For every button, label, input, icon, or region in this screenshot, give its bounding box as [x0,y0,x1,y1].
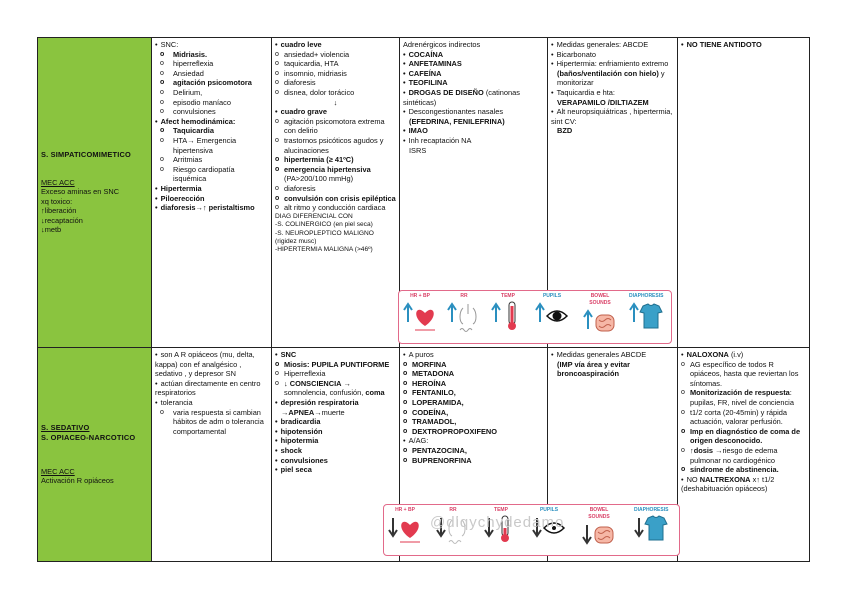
decong-bold: (EFEDRINA, FENILEFRINA) [409,116,505,126]
severity-item: o trastornos psicóticos agudos y alucinaciones [275,136,396,155]
taqui: • Taquicardia e hta: [551,88,674,98]
sign-label: DIAPHORESIS [634,507,669,513]
agents-header: • A puros [403,350,544,360]
agent-item: • CAFEÍNA [403,69,544,79]
monit: Monitorización de respuesta [690,388,790,398]
agent-item: • COCAÍNA [403,50,544,60]
agent-item: o BUPRENORFINA [403,456,544,466]
severity-item: o taquicardia, HTA [275,59,396,69]
diag-line: -S. COLINERGICO (en piel seca) [275,221,373,229]
nalt-tail: x↑ t1/2 (deshabituación opiáceos) [681,474,775,494]
miosis: o Miosis: PUPILA PUNTIFORME [275,360,396,370]
row2-clinic-cell: • SNC o Miosis: PUPILA PUNTIFORME o Hiperreflexia o ↓ CONSCIENCIA → somnolencia, confusión, coma • depresión respiratoria →APNEA→muerte • bradicardia • hipotensión • hipotermia • shock • convulsiones • piel seca [272,348,400,562]
bowel-up-icon [583,307,619,341]
clinic-item: o Arritmias [155,155,268,165]
severity-item: o hipertermia (≥ 41ºC) [275,155,396,165]
clinic-item: o episodio maníaco [155,98,268,108]
row1-title: S. SIMPATICOMIMETICO [41,149,131,159]
row1-title-cell [38,38,152,348]
row1-mec-line: ↑liberación [41,206,77,216]
isrs: ISRS [409,145,427,155]
row2-title-cell [38,348,152,562]
row1-mec-line: ↓recaptación [41,215,83,225]
snc-label: • SNC [275,350,396,360]
taqui-drugs: VERAPAMILO /DILTIAZEM [557,97,649,107]
sign-label: RR [460,293,468,299]
sign-label: HR + BP [410,293,430,299]
severity-item: o ansiedad+ violencia [275,50,396,60]
heart-up-icon [403,300,439,334]
general-item: o varia respuesta si cambian hábitos de adm o tolerancia comportamental [155,408,268,437]
row2-antidote-cell [678,348,810,562]
clinic-item: • shock [275,446,396,456]
monit-text: : pupilas, FR, nivel de conciencia [690,388,794,407]
agent-item: o FENTANILO, [403,388,544,398]
diag-line: DIAG DIFERENCIAL CON [275,212,353,220]
diag-line: -HIPERTERMIA MALIGNA (>46º) [275,246,373,254]
agent-item: o CODEÍNA, [403,408,544,418]
sign-label: BOWEL SOUNDS [589,293,611,306]
grave-label: • cuadro grave [275,107,396,117]
treatment-item: • Medidas generales: ABCDE [551,40,674,50]
drogas-extra: (catinonas sintéticas) [403,87,520,107]
treatment-item: • Medidas generales ABCDE [551,350,674,360]
severity-item: o disnea, dolor torácico [275,88,396,98]
row2-title1: S. SEDATIVO [41,423,90,433]
naltrexona: NALTREXONA [699,474,751,484]
severity-item: o insomnio, midriasis [275,69,396,79]
clinic-item: o hiperreflexia [155,59,268,69]
ventil-tail: y monitorizar [557,68,665,88]
naloxona-route: (i.v) [730,350,744,359]
clinic-item: • convulsiones [275,456,396,466]
agent-item: o MORFINA [403,360,544,370]
bowel-down-icon [582,521,618,553]
clinic-item: • diaforesis→↑ peristaltismo [155,203,268,213]
antidote-item: o Imp en diagnóstico de coma de origen desconocido. [681,427,806,446]
clinic-item: o Ansiedad [155,69,268,79]
apnea: →APNEA [281,407,315,417]
heart-down-icon [388,514,424,546]
clinic-item: o Midriasis. [155,50,268,60]
sign-label: BOWEL SOUNDS [588,507,610,520]
leve-label: • cuadro leve [275,40,396,50]
severity-item: o diaforesis [275,78,396,88]
severity-item: o agitación psicomotora extrema con delirio [275,117,396,136]
row2-general-cell [152,348,272,562]
clinic-item: o agitación psicomotora [155,78,268,88]
nalt-pre: NO [686,474,698,484]
dosis-text: →riesgo de edema pulmonar no cardiogénico [690,445,778,465]
hiper: o Hiperreflexia [275,369,396,379]
clinic-item: • Hipertermia [155,184,268,194]
severity-item: (PA>200/100 mmHg) [284,174,354,184]
clinic-item: • bradicardia [275,417,396,427]
thermometer-up-icon [491,300,527,334]
agent-item: o DEXTROPROPOXIFENO [403,427,544,437]
treatment-item: • Bicarbonato [551,50,674,60]
sign-label: PUPILS [542,293,562,299]
clinic-item: o HTA→ Emergencia hipertensiva [155,136,268,155]
ag-label: • A/AG: [403,436,544,446]
row1-mec-line: Exceso aminas en SNC [41,187,120,197]
inh: • Inh recaptación NA [403,136,544,146]
consc-text: somnolencia, confusión, [284,388,364,398]
shirt-up-icon [629,300,665,334]
general-item: • tolerancia [155,398,268,408]
clinic-item: o Taquicardia [155,126,268,136]
resp: • depresión respiratoria [275,398,396,408]
down-arrow: ↓ [333,97,338,107]
treatment-item: • Hipertermia: enfriamiento extremo [551,59,674,69]
agent-item: • TEOFILINA [403,78,544,88]
sign-label: PUPILS [539,507,559,513]
neuro: • Alt neuropsiquiátricas , hipertermia, sint CV: [551,107,674,126]
severity-item: o alt ritmo y conducción cardiaca [275,203,396,213]
snc-label: • SNC: [155,40,268,50]
eye-up-icon [535,300,571,334]
clinic-item: • Piloerección [155,194,268,204]
general-item: • son A R opiáceos (mu, delta, kappa) con ef analgésico , sedativo , y depresor SN [155,350,268,379]
clinic-item: • piel seca [275,465,396,475]
shirt-down-icon [634,514,670,546]
sign-label: RR [449,507,457,513]
row2-title2: S. OPIACEO-NARCOTICO [41,432,136,442]
clinic-item: • hipotensión [275,427,396,437]
lungs-up-icon [447,300,483,334]
decong: • Descongestionantes nasales [403,107,544,117]
row1-mec-line: ↓metb [41,225,62,235]
agent-item: o TRAMADOL, [403,417,544,427]
sign-label: TEMP [494,507,508,513]
agent-item: o HEROÍNA [403,379,544,389]
row1-mec-line: xq toxico: [41,196,73,206]
clinic-item: o Riesgo cardiopatía isquémica [155,165,268,184]
clinic-item: o Delirium, [155,88,268,98]
muerte: →muerte [314,407,345,417]
sign-label: TEMP [501,293,515,299]
general-item: • actúan directamente en centro respiratorios [155,379,268,398]
coma: coma [365,388,385,398]
diag-line: -S. NEUROPLEPTICO MALIGNO (rigidez musc) [275,229,374,245]
treatment-imp: (IMP vía área y evitar broncoaspiración [557,359,630,379]
row1-severity-cell [272,38,400,348]
drogas-label: DROGAS DE DISEÑO [408,87,484,97]
ventil: (baños/ventilación con hielo) [557,68,659,78]
naloxona: NALOXONA [686,350,729,359]
row1-clinic-cell [152,38,272,348]
severity-item: o diaforesis [275,184,396,194]
row2-mec-text: Activación R opiáceos [41,476,114,486]
dosis: ↑dosis [690,445,713,455]
antidote-item: o AG específico de todos R opiáceos, hasta que reviertan los síntomas. [681,360,806,389]
clinic-item: • hipotermia [275,436,396,446]
hemo-label: • Afect hemodinámica: [155,117,268,127]
antidote-item: o síndrome de abstinencia. [681,465,806,475]
consc-label: CONSCIENCIA [289,378,342,388]
agent-item: o METADONA [403,369,544,379]
clinic-item: o convulsiones [155,107,268,117]
watermark: @diqychydedamo [430,514,565,531]
row1-antidote-cell [678,38,810,348]
row1-antidote: • NO TIENE ANTIDOTO [681,40,806,50]
sign-label: HR + BP [395,507,415,513]
row2-mec-label: MEC ACC [41,466,75,476]
sign-label: DIAPHORESIS [629,293,664,299]
row1-mec-label: MEC ACC [41,177,75,187]
agents-header: Adrenérgicos indirectos [403,40,481,49]
agent-item: • ANFETAMINAS [403,59,544,69]
signs-strip-sympathomimetic [398,290,672,344]
antidote-item: o t1/2 corta (20-45min) y rápida actuación, valorar perfusión. [681,408,806,427]
bzd: BZD [557,126,573,136]
agent-item: o LOPERAMIDA, [403,398,544,408]
imao: • IMAO [403,126,544,136]
agent-item: o PENTAZOCINA, [403,446,544,456]
severity-item: o emergencia hipertensiva [275,165,396,175]
severity-item: o convulsión con crisis epiléptica [275,194,396,204]
